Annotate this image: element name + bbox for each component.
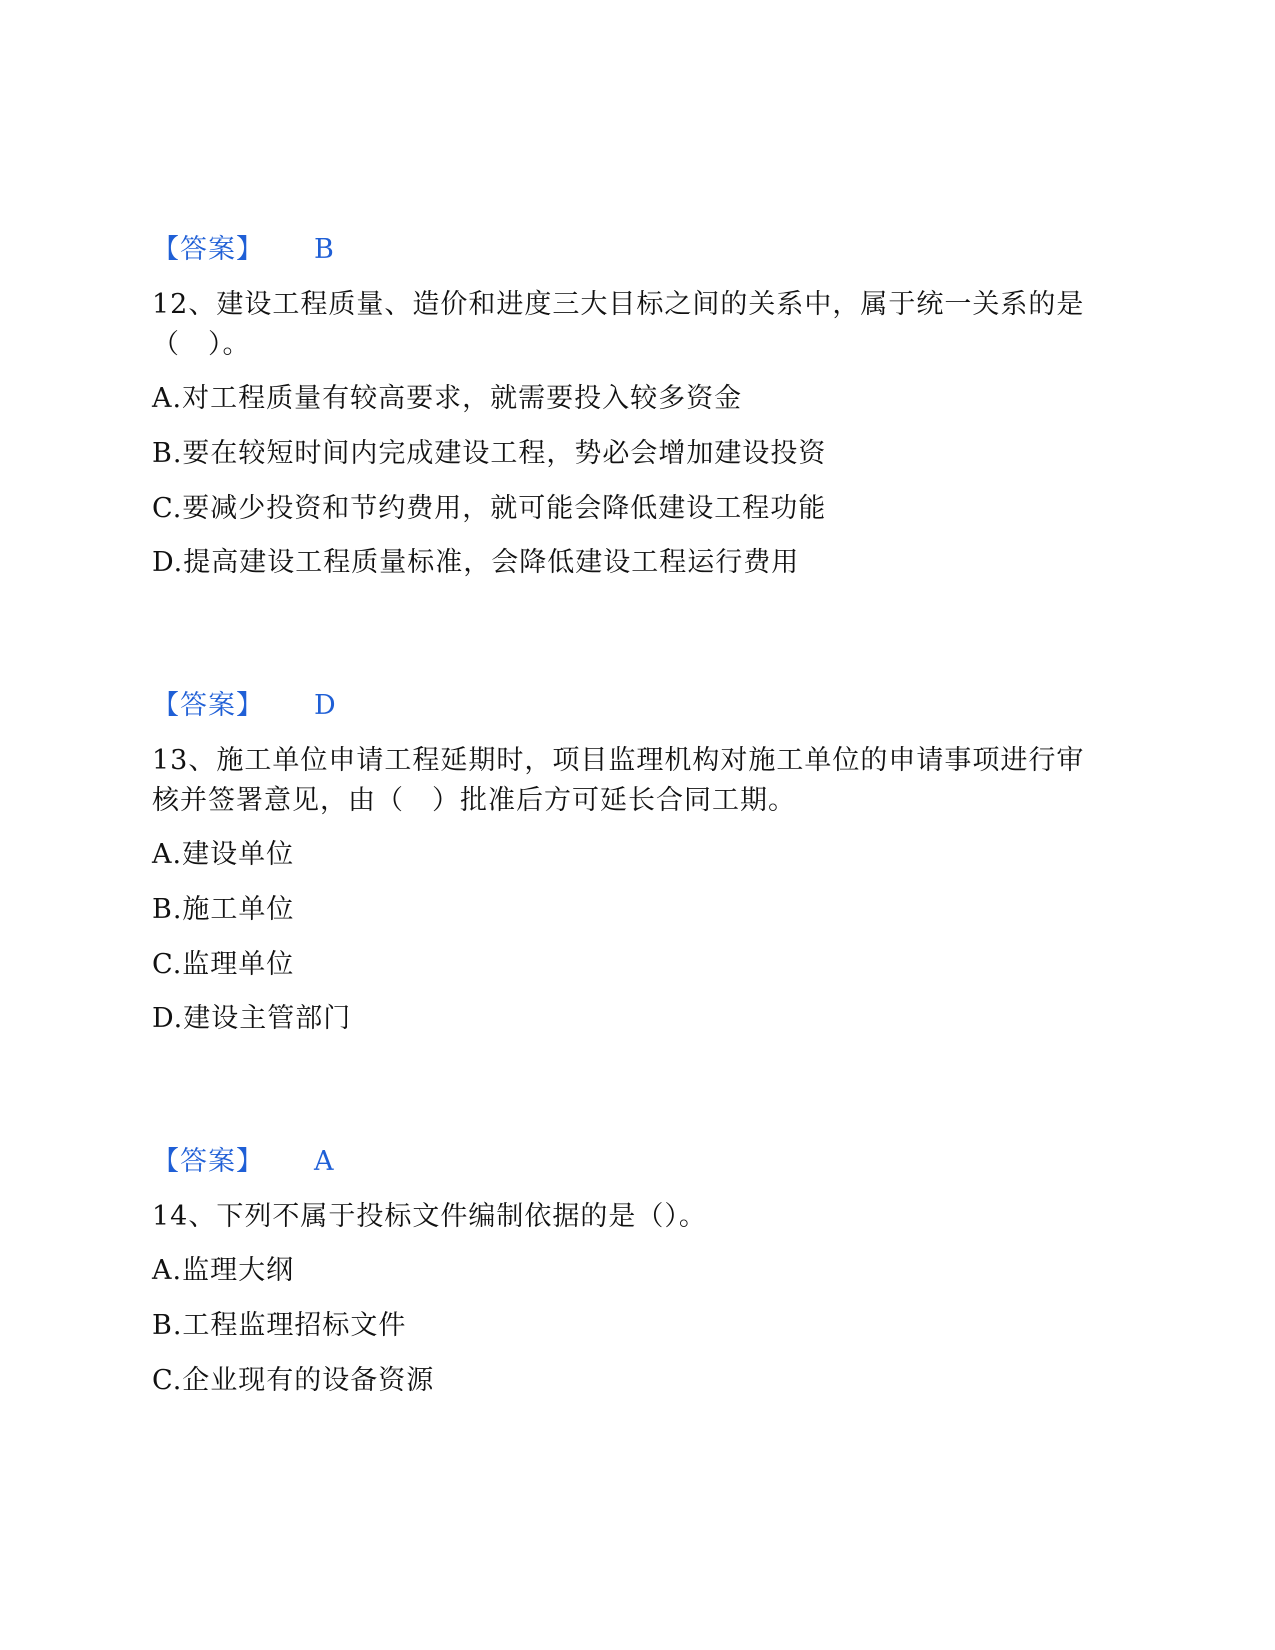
question-14-line-1: 14、下列不属于投标文件编制依据的是（）。 [152,1201,707,1232]
question-12-option-d: D.提高建设工程质量标准，会降低建设工程运行费用 [152,547,800,578]
question-14-option-a: A.监理大纲 [152,1255,295,1286]
question-14-option-b: B.工程监理招标文件 [152,1310,407,1341]
answer-value: A [314,1146,335,1177]
answer-label: 【答案】 [152,234,264,265]
question-13-option-c: C.监理单位 [152,949,295,980]
answer-line-12 [152,688,337,724]
question-13-option-a: A.建设单位 [152,839,295,870]
question-12-option-c: C.要减少投资和节约费用，就可能会降低建设工程功能 [152,493,827,524]
question-12-line-2: （ ）。 [152,329,251,360]
answer-line-11 [152,232,335,268]
question-13-option-b: B.施工单位 [152,894,295,925]
question-13-line-1: 13、施工单位申请工程延期时，项目监理机构对施工单位的申请事项进行审 [152,745,1085,776]
answer-label: 【答案】 [152,690,264,721]
answer-label: 【答案】 [152,1146,264,1177]
question-14-option-c: C.企业现有的设备资源 [152,1365,435,1396]
question-12-option-b: B.要在较短时间内完成建设工程，势必会增加建设投资 [152,438,827,469]
question-13-option-d: D.建设主管部门 [152,1003,352,1034]
answer-value: D [314,690,337,721]
question-12-line-1: 12、建设工程质量、造价和进度三大目标之间的关系中，属于统一关系的是 [152,289,1085,320]
answer-line-13 [152,1144,335,1180]
answer-value: B [314,234,335,265]
question-12-option-a: A.对工程质量有较高要求，就需要投入较多资金 [152,383,743,414]
question-13-line-2: 核并签署意见，由（ ）批准后方可延长合同工期。 [152,785,796,816]
